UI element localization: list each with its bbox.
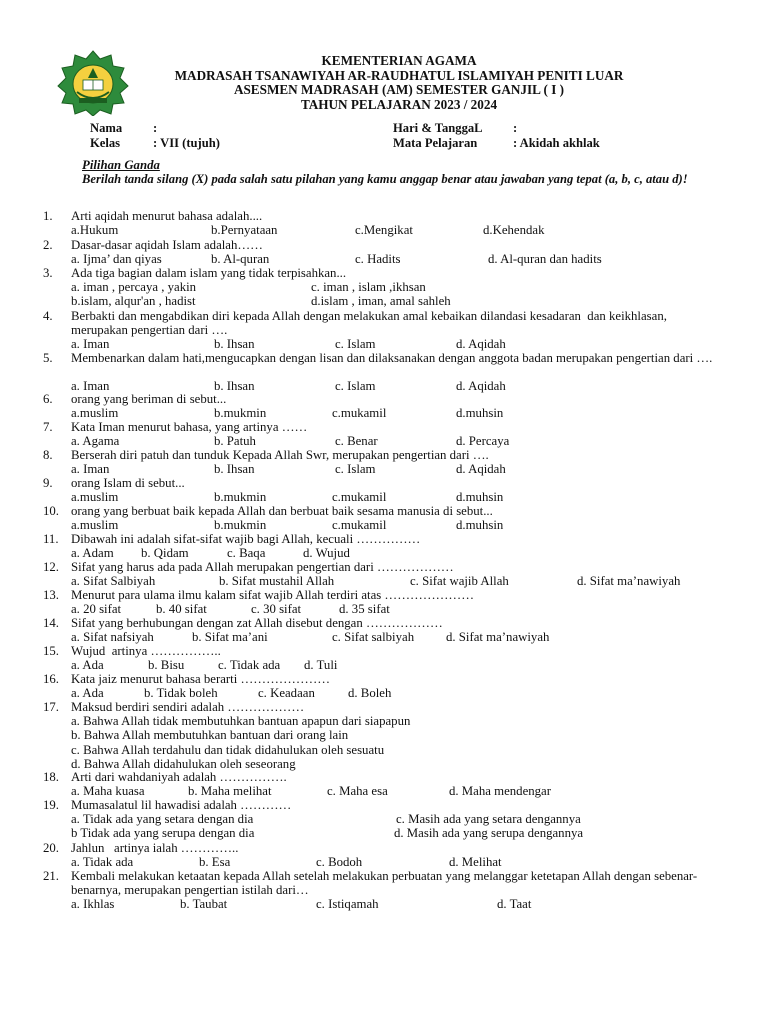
question-text: orang yang berbuat baik kepada Allah dan berbuat baik sesama manusia di sebut...: [71, 504, 493, 518]
mapel-value: : Akidah akhlak: [513, 136, 600, 150]
answer-option[interactable]: b. Qidam: [141, 546, 189, 561]
answer-option[interactable]: c. Hadits: [355, 252, 401, 267]
answer-option[interactable]: d. Maha mendengar: [449, 784, 551, 799]
answer-option[interactable]: a. 20 sifat: [71, 602, 122, 617]
nama-value: :: [153, 121, 158, 135]
answer-option[interactable]: b.mukmin: [214, 518, 267, 533]
question-text: Mumasalatul lil hawadisi adalah …………: [71, 798, 292, 812]
kelas-label: Kelas: [90, 136, 121, 150]
question-text: Kata jaiz menurut bahasa berarti …………………: [71, 672, 331, 686]
answer-option[interactable]: b. Patuh: [214, 434, 256, 449]
question-number: 3.: [43, 266, 53, 280]
question-number: 18.: [43, 770, 59, 784]
answer-option[interactable]: d. Percaya: [456, 434, 510, 449]
answer-option[interactable]: b.mukmin: [214, 406, 267, 421]
answer-option[interactable]: a. Tidak ada yang setara dengan dia: [71, 812, 254, 827]
student-info-right: [393, 121, 600, 151]
answer-option[interactable]: c.mukamil: [332, 406, 387, 421]
answer-option[interactable]: d. Aqidah: [456, 462, 506, 477]
question-number: 1.: [43, 209, 53, 223]
question-text: Membenarkan dalam hati,mengucapkan dengan lisan dan dilaksanakan dengan anggota badan merupakan pengertian dari ….: [71, 351, 713, 365]
answer-option[interactable]: c. Masih ada yang setara dengannya: [396, 812, 581, 827]
question-number: 19.: [43, 798, 59, 812]
question-number: 7.: [43, 420, 53, 434]
answer-option[interactable]: a. Sifat nafsiyah: [71, 630, 154, 645]
answer-option[interactable]: b.Pernyataan: [211, 223, 278, 238]
answer-option[interactable]: c.mukamil: [332, 518, 387, 533]
answer-option[interactable]: c. Tidak ada: [218, 658, 281, 673]
answer-option[interactable]: d. 35 sifat: [339, 602, 390, 617]
question-number: 15.: [43, 644, 59, 658]
answer-option[interactable]: b.islam, alqur'an , hadist: [71, 294, 196, 309]
question-number: 2.: [43, 238, 53, 252]
question-number: 4.: [43, 309, 53, 323]
question-number: 5.: [43, 351, 53, 365]
question-text: Wujud artinya ……………..: [71, 644, 221, 658]
question-text: Dibawah ini adalah sifat-sifat wajib bagi Allah, kecuali ……………: [71, 532, 421, 546]
answer-option[interactable]: b. Sifat mustahil Allah: [219, 574, 335, 589]
answer-option[interactable]: c. Sifat wajib Allah: [410, 574, 509, 589]
question-text: Dasar-dasar aqidah Islam adalah……: [71, 238, 263, 252]
question-text: Jahlun artinya ialah …………..: [71, 841, 239, 855]
answer-option[interactable]: b. Maha melihat: [188, 784, 272, 799]
answer-option[interactable]: a. Ada: [71, 686, 104, 701]
answer-option[interactable]: b. 40 sifat: [156, 602, 207, 617]
answer-option[interactable]: a. Agama: [71, 434, 120, 449]
hari-label: Hari & TanggaL: [393, 121, 483, 135]
question-number: 9.: [43, 476, 53, 490]
answer-option[interactable]: d. Aqidah: [456, 379, 506, 394]
answer-option[interactable]: a. Sifat Salbiyah: [71, 574, 156, 589]
answer-option[interactable]: c. iman , islam ,ikhsan: [311, 280, 426, 295]
answer-option[interactable]: c. Maha esa: [327, 784, 388, 799]
answer-option[interactable]: d. Sifat ma’nawiyah: [577, 574, 681, 589]
answer-option[interactable]: a. Tidak ada: [71, 855, 134, 870]
hari-value: :: [513, 121, 518, 135]
answer-option[interactable]: c. Benar: [335, 434, 378, 449]
answer-option[interactable]: d.muhsin: [456, 518, 504, 533]
answer-option[interactable]: a.muslim: [71, 518, 119, 533]
answer-option[interactable]: b. Al-quran: [211, 252, 270, 267]
question-text: Sifat yang harus ada pada Allah merupakan pengertian dari ………………: [71, 560, 454, 574]
answer-option[interactable]: c. Islam: [335, 379, 376, 394]
question-text: orang yang beriman di sebut...: [71, 392, 227, 406]
answer-option[interactable]: a.muslim: [71, 490, 119, 505]
question-number: 13.: [43, 588, 59, 602]
answer-option[interactable]: d. Boleh: [348, 686, 392, 701]
answer-option[interactable]: b. Ihsan: [214, 337, 255, 352]
answer-option[interactable]: d. Melihat: [449, 855, 502, 870]
answer-option[interactable]: c. Sifat salbiyah: [332, 630, 415, 645]
answer-option[interactable]: d.Kehendak: [483, 223, 545, 238]
question-text: Berbakti dan mengabdikan diri kepada Allah dengan melakukan amal kebaikan dilandasi kesadaran dan keikhlasan, merupakan pengertian dari ….: [71, 309, 671, 338]
question-number: 21.: [43, 869, 59, 883]
answer-option[interactable]: b. Ihsan: [214, 379, 255, 394]
instruction: Berilah tanda silang (X) pada salah satu pilahan yang kamu anggap benar atau jawaban yang tepat (a, b, c, atau d)!: [82, 172, 688, 186]
answer-option[interactable]: a. iman , percaya , yakin: [71, 280, 197, 295]
answer-option[interactable]: c. Bodoh: [316, 855, 363, 870]
answer-option[interactable]: b. Sifat ma’ani: [192, 630, 268, 645]
nama-label: Nama: [90, 121, 123, 135]
question-text: Berserah diri patuh dan tunduk Kepada Allah Swr, merupakan pengertian dari ….: [71, 448, 489, 462]
header-ministry: KEMENTERIAN AGAMA: [321, 53, 477, 68]
answer-option[interactable]: b. Taubat: [180, 897, 228, 912]
answer-option[interactable]: c. Islam: [335, 462, 376, 477]
answer-option[interactable]: b. Tidak boleh: [144, 686, 218, 701]
answer-option[interactable]: d. Wujud: [303, 546, 350, 561]
header-year: TAHUN PELAJARAN 2023 / 2024: [300, 96, 498, 112]
answer-option[interactable]: c. Keadaan: [258, 686, 315, 701]
answer-option[interactable]: d. Al-quran dan hadits: [488, 252, 602, 267]
answer-option[interactable]: b Tidak ada yang serupa dengan dia: [71, 826, 255, 841]
mapel-label: Mata Pelajaran: [393, 136, 478, 150]
header-exam: ASESMEN MADRASAH (AM) SEMESTER GANJIL ( I ): [233, 82, 565, 97]
answer-option[interactable]: b.mukmin: [214, 490, 267, 505]
question-text: Kembali melakukan ketaatan kepada Allah setelah melakukan perbuatan yang melanggar ketetapan Allah dengan sebenar-benarnya, merupakan pengertian istilah dari…: [71, 869, 698, 898]
answer-option[interactable]: c. Bahwa Allah terdahulu dan tidak didahulukan oleh sesuatu: [71, 742, 385, 757]
question-text: Maksud berdiri sendiri adalah ………………: [71, 700, 305, 714]
question-number: 14.: [43, 616, 59, 630]
answer-option[interactable]: c.mukamil: [332, 490, 387, 505]
question-text: Kata Iman menurut bahasa, yang artinya ……: [71, 420, 308, 434]
answer-option[interactable]: c. Istiqamah: [316, 897, 379, 912]
question-text: Arti aqidah menurut bahasa adalah....: [71, 209, 263, 223]
question-text: Arti dari wahdaniyah adalah …………….: [71, 770, 287, 784]
question-number: 10.: [43, 504, 59, 518]
answer-option[interactable]: d.muhsin: [456, 406, 504, 421]
question-number: 6.: [43, 392, 53, 406]
answer-option[interactable]: d. Masih ada yang serupa dengannya: [394, 826, 584, 841]
answer-option[interactable]: c. 30 sifat: [251, 602, 302, 617]
answer-option[interactable]: c. Islam: [335, 337, 376, 352]
question-number: 20.: [43, 841, 59, 855]
answer-option[interactable]: b. Bisu: [148, 658, 185, 673]
question-number: 8.: [43, 448, 53, 462]
question-number: 17.: [43, 700, 59, 714]
answer-option[interactable]: d.islam , iman, amal sahleh: [311, 294, 451, 309]
document-header: [0, 54, 768, 112]
question-number: 12.: [43, 560, 59, 574]
answer-option[interactable]: d. Taat: [497, 897, 532, 912]
header-school: MADRASAH TSANAWIYAH AR-RAUDHATUL ISLAMIYAH PENITI LUAR: [174, 67, 624, 83]
answer-option[interactable]: a. Maha kuasa: [71, 784, 145, 799]
section-title: Pilihan Ganda: [82, 158, 160, 172]
question-number: 11.: [43, 532, 59, 546]
answer-option[interactable]: a.muslim: [71, 406, 119, 421]
answer-option[interactable]: d. Tuli: [304, 658, 338, 673]
answer-option[interactable]: a.Hukum: [71, 223, 119, 238]
answer-option[interactable]: d.muhsin: [456, 490, 504, 505]
answer-option[interactable]: a. Iman: [71, 337, 110, 352]
question-text: Sifat yang berhubungan dengan zat Allah disebut dengan ………………: [71, 616, 443, 630]
answer-option[interactable]: c. Baqa: [227, 546, 266, 561]
question-text: orang Islam di sebut...: [71, 476, 185, 490]
answer-option[interactable]: a. Adam: [71, 546, 114, 561]
answer-option[interactable]: d. Aqidah: [456, 337, 506, 352]
answer-option[interactable]: c.Mengikat: [355, 223, 413, 238]
answer-option[interactable]: a. Ikhlas: [71, 897, 115, 912]
question-number: 16.: [43, 672, 59, 686]
answer-option[interactable]: b. Ihsan: [214, 462, 255, 477]
answer-option[interactable]: a. Ada: [71, 658, 104, 673]
question-text: Menurut para ulama ilmu kalam sifat wajib Allah terdiri atas …………………: [71, 588, 475, 602]
answer-option[interactable]: a. Iman: [71, 379, 110, 394]
answer-option[interactable]: a. Bahwa Allah tidak membutuhkan bantuan apapun dari siapapun: [71, 714, 411, 729]
answer-option[interactable]: b. Bahwa Allah membutuhkan bantuan dari orang lain: [71, 728, 349, 743]
answer-option[interactable]: b. Esa: [199, 855, 231, 870]
answer-option[interactable]: a. Iman: [71, 462, 110, 477]
answer-option[interactable]: d. Sifat ma’nawiyah: [446, 630, 550, 645]
question-text: Ada tiga bagian dalam islam yang tidak terpisahkan...: [71, 266, 347, 280]
answer-option[interactable]: a. Ijma’ dan qiyas: [71, 252, 162, 267]
kelas-value: : VII (tujuh): [153, 136, 220, 150]
answer-option[interactable]: d. Bahwa Allah didahulukan oleh seseorang: [71, 756, 296, 771]
student-info-left: [90, 121, 220, 151]
